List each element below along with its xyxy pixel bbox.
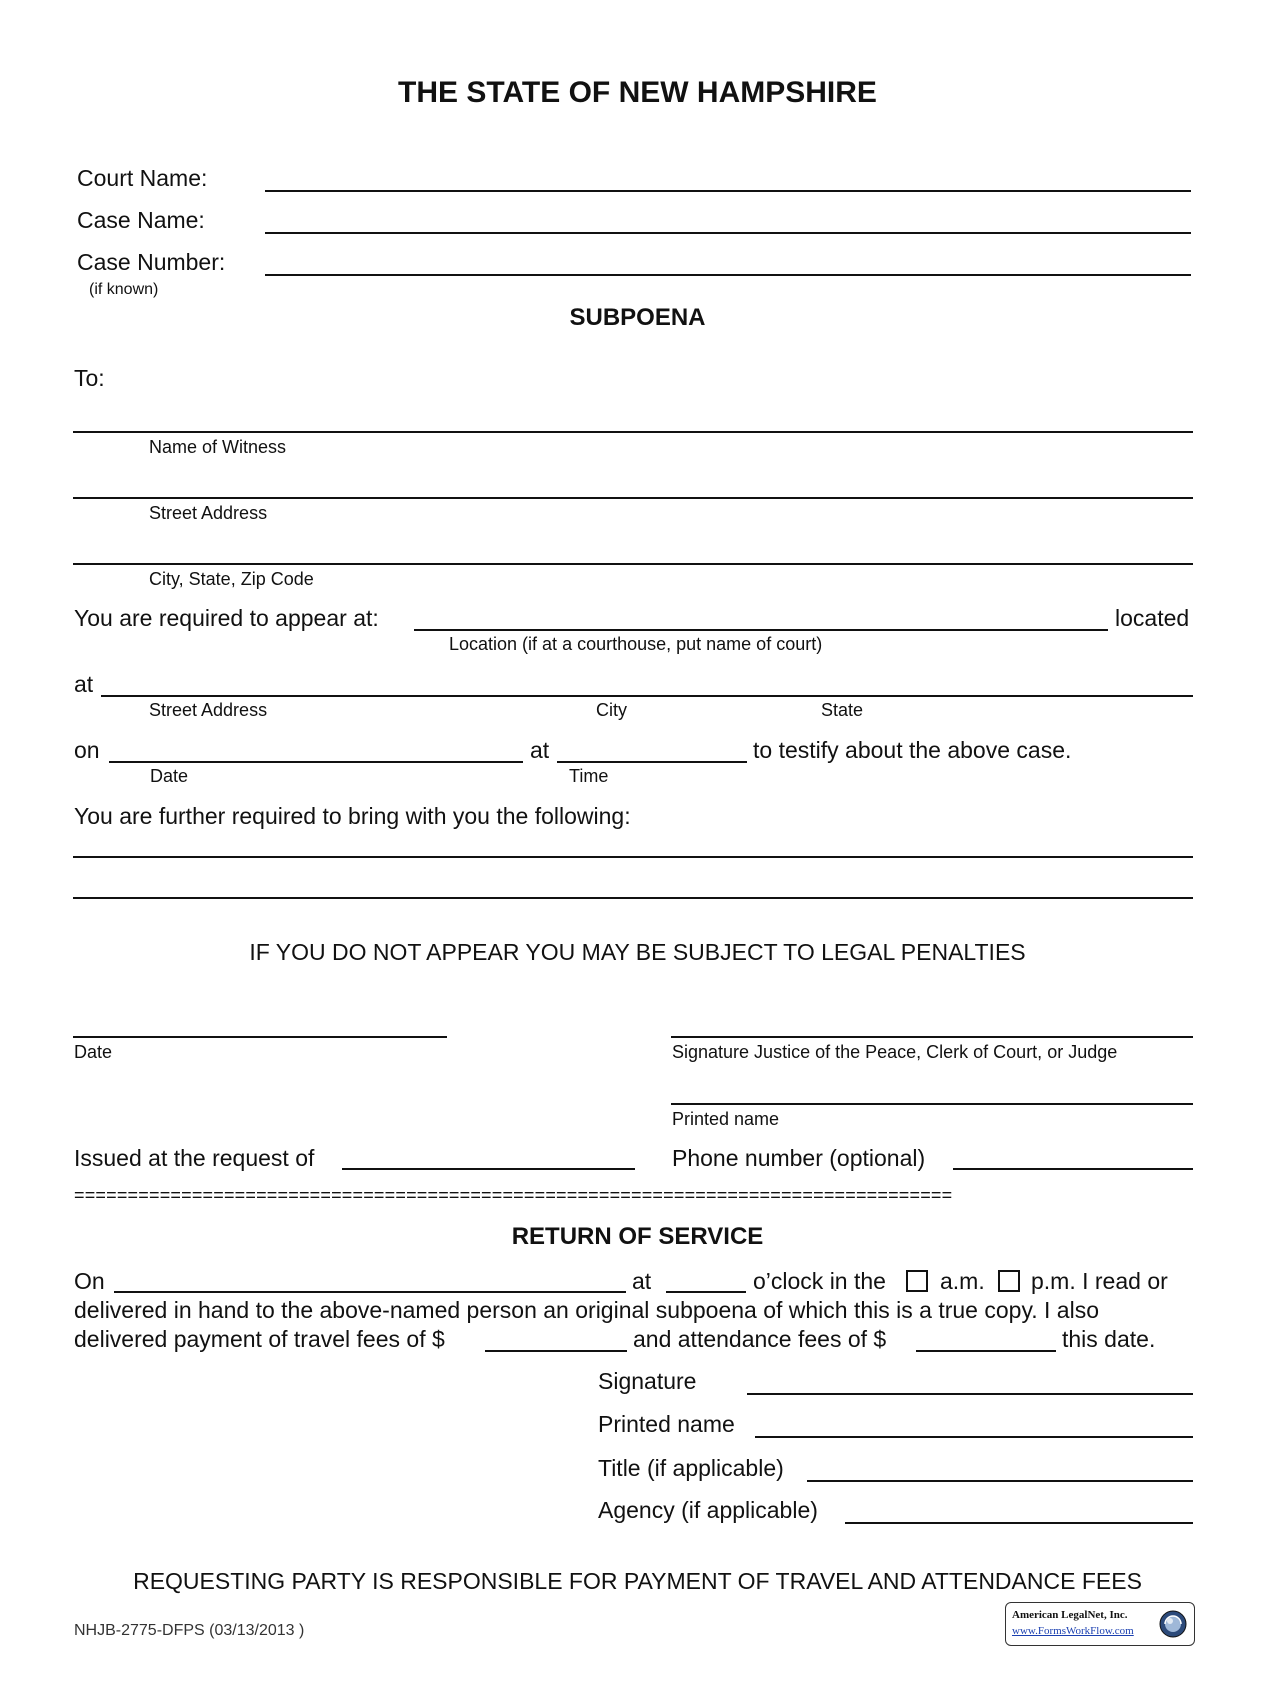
case-name-label: Case Name: bbox=[77, 207, 205, 233]
ros-time-field[interactable] bbox=[666, 1291, 746, 1293]
witness-street-field[interactable] bbox=[73, 497, 1193, 499]
case-number-label: Case Number: bbox=[77, 249, 226, 275]
pm-label: p.m. I read or bbox=[1031, 1268, 1168, 1294]
issue-date-field[interactable] bbox=[73, 1036, 447, 1038]
ros-title-field[interactable] bbox=[807, 1480, 1193, 1482]
location-field[interactable] bbox=[414, 629, 1108, 631]
publisher-logo bbox=[1005, 1602, 1195, 1646]
ros-date-field[interactable] bbox=[114, 1291, 626, 1293]
form-id: NHJB-2775-DFPS (03/13/2013 ) bbox=[74, 1622, 305, 1639]
bring-label: You are further required to bring with you the following: bbox=[74, 803, 631, 829]
state-title: THE STATE OF NEW HAMPSHIRE bbox=[398, 76, 877, 109]
on-label: on bbox=[74, 737, 100, 763]
case-number-field[interactable] bbox=[265, 274, 1191, 276]
ros-printed-name-label: Printed name bbox=[598, 1411, 735, 1437]
if-known-caption: (if known) bbox=[89, 281, 159, 298]
to-label: To: bbox=[74, 365, 105, 391]
ros-signature-label: Signature bbox=[598, 1368, 697, 1394]
bring-items-field-1[interactable] bbox=[73, 856, 1193, 858]
time-caption: Time bbox=[569, 766, 609, 786]
appearance-date-field[interactable] bbox=[109, 761, 523, 763]
phone-label: Phone number (optional) bbox=[672, 1145, 926, 1171]
this-date-label: this date. bbox=[1062, 1326, 1156, 1352]
witness-name-field[interactable] bbox=[73, 431, 1193, 433]
attendance-fees-label: and attendance fees of $ bbox=[633, 1326, 887, 1352]
return-of-service-title: RETURN OF SERVICE bbox=[511, 1223, 764, 1250]
witness-city-caption: City, State, Zip Code bbox=[149, 569, 314, 589]
court-name-field[interactable] bbox=[265, 190, 1191, 192]
pm-checkbox[interactable] bbox=[998, 1270, 1020, 1292]
appearance-city-caption: City bbox=[596, 700, 627, 720]
printed-name-field[interactable] bbox=[671, 1103, 1193, 1105]
at-time-label: at bbox=[530, 737, 550, 763]
ros-statement-line2: delivered in hand to the above-named person an original subpoena of which this is a true copy. I also bbox=[74, 1297, 1099, 1323]
located-label: located bbox=[1115, 605, 1190, 631]
witness-name-caption: Name of Witness bbox=[149, 437, 287, 457]
attendance-fees-field[interactable] bbox=[916, 1350, 1056, 1352]
witness-city-field[interactable] bbox=[73, 563, 1193, 565]
appearance-time-field[interactable] bbox=[557, 761, 747, 763]
ros-title-label: Title (if applicable) bbox=[598, 1455, 784, 1481]
form-title: SUBPOENA bbox=[569, 304, 706, 331]
oclock-label: o’clock in the bbox=[753, 1268, 886, 1294]
travel-fees-label: delivered payment of travel fees of $ bbox=[74, 1326, 445, 1352]
appearance-address-field[interactable] bbox=[101, 695, 1193, 697]
ros-agency-field[interactable] bbox=[845, 1522, 1193, 1524]
at-label: at bbox=[74, 671, 94, 697]
testify-label: to testify about the above case. bbox=[753, 737, 1072, 763]
fees-notice: REQUESTING PARTY IS RESPONSIBLE FOR PAYMENT OF TRAVEL AND ATTENDANCE FEES bbox=[133, 1568, 1142, 1594]
globe-icon bbox=[1158, 1609, 1188, 1639]
request-label: Issued at the request of bbox=[74, 1145, 315, 1171]
phone-field[interactable] bbox=[953, 1168, 1193, 1170]
ros-at-label: at bbox=[632, 1268, 652, 1294]
date-caption: Date bbox=[150, 766, 189, 786]
signature-field[interactable] bbox=[671, 1036, 1193, 1038]
court-name-label: Court Name: bbox=[77, 165, 208, 191]
appearance-state-caption: State bbox=[821, 700, 864, 720]
ros-printed-name-field[interactable] bbox=[755, 1436, 1193, 1438]
appearance-street-caption: Street Address bbox=[149, 700, 268, 720]
ros-agency-label: Agency (if applicable) bbox=[598, 1497, 818, 1523]
signature-caption: Signature Justice of the Peace, Clerk of Court, or Judge bbox=[672, 1042, 1118, 1062]
am-checkbox[interactable] bbox=[906, 1270, 928, 1292]
logo-url[interactable]: www.FormsWorkFlow.com bbox=[1012, 1625, 1134, 1637]
am-label: a.m. bbox=[940, 1268, 985, 1294]
printed-name-caption: Printed name bbox=[672, 1109, 780, 1129]
travel-fees-field[interactable] bbox=[485, 1350, 627, 1352]
witness-street-caption: Street Address bbox=[149, 503, 268, 523]
required-appear-label: You are required to appear at: bbox=[74, 605, 379, 631]
issue-date-caption: Date bbox=[74, 1042, 113, 1062]
penalty-warning: IF YOU DO NOT APPEAR YOU MAY BE SUBJECT TO LEGAL PENALTIES bbox=[249, 939, 1026, 965]
ros-on-label: On bbox=[74, 1268, 105, 1294]
logo-name: American LegalNet, Inc. bbox=[1012, 1609, 1128, 1621]
bring-items-field-2[interactable] bbox=[73, 897, 1193, 899]
ros-signature-field[interactable] bbox=[747, 1393, 1193, 1395]
case-name-field[interactable] bbox=[265, 232, 1191, 234]
separator-line: ================================================================================== bbox=[74, 1185, 953, 1205]
request-field[interactable] bbox=[342, 1168, 635, 1170]
location-caption: Location (if at a courthouse, put name of court) bbox=[449, 634, 823, 654]
